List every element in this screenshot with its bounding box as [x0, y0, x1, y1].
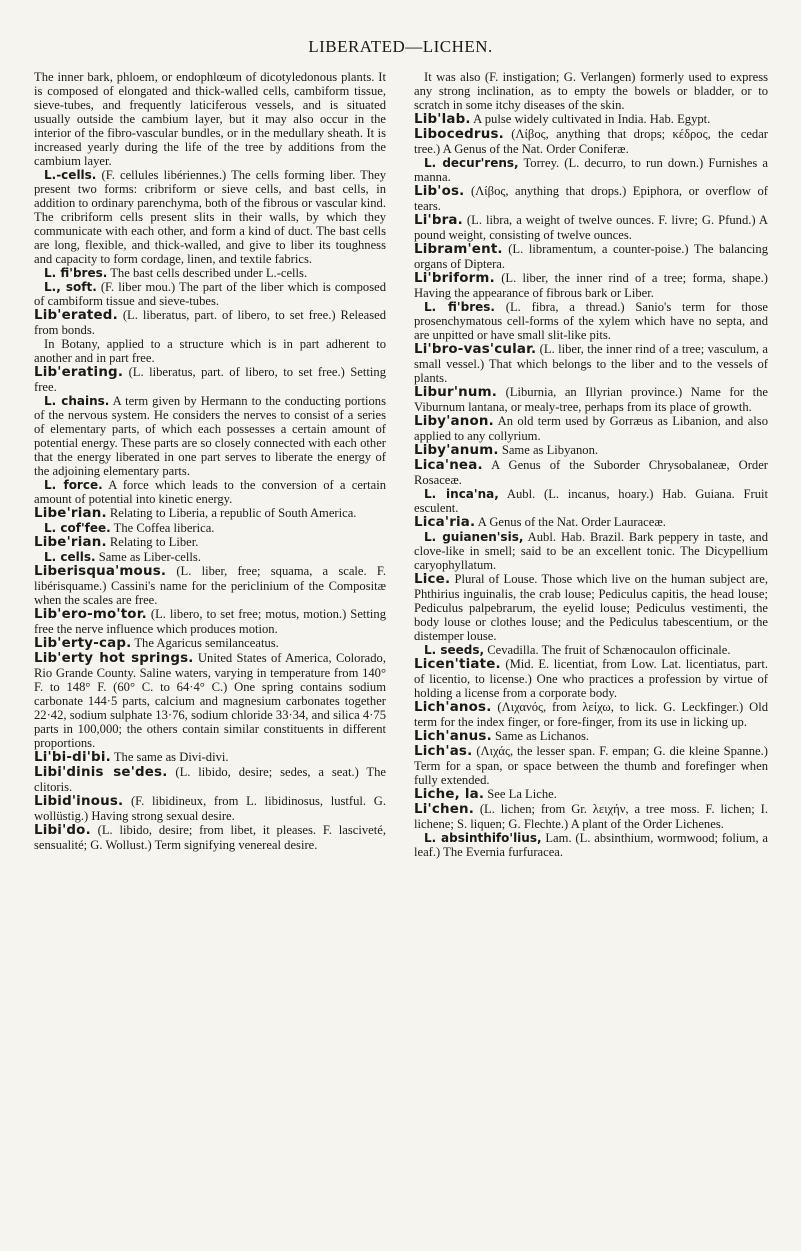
dictionary-entry — [34, 607, 386, 636]
dictionary-entry — [414, 156, 768, 184]
entry-text: Aubl. (L. incanus, hoary.) Hab. Guiana. Fruit esculent. — [414, 487, 769, 515]
dictionary-entry — [34, 550, 386, 564]
dictionary-entry — [34, 651, 386, 750]
entry-text: A Genus of the Nat. Order Lauraceæ. — [475, 515, 666, 529]
dictionary-entry — [34, 168, 386, 266]
entry-text: Aubl. Hab. Brazil. Bark peppery in taste, and clove-like in smell; said to be an excellent tonic. The Dicypellium caryophyllatum. — [414, 530, 769, 572]
dictionary-entry — [34, 506, 386, 521]
dictionary-entry — [414, 744, 768, 787]
dictionary-entry — [414, 700, 768, 729]
entry-headword: Liche, la. — [414, 787, 485, 802]
entry-headword: Lich'anus. — [414, 729, 492, 744]
entry-headword: Libi'dinis se'des. — [34, 765, 168, 780]
entry-text: It was also (F. instigation; G. Verlangen) formerly used to express any strong inclination, as to empty the bowels or bladder, or to scratch in some itchy diseases of the skin. — [414, 70, 768, 112]
subentry-headword: L. inca'na, — [424, 487, 499, 501]
dictionary-entry — [414, 70, 768, 112]
entry-text: (Mid. E. licentiat, from Low. Lat. licentiatus, part. of licentio, to license.) One who practices a profession by virtue of holding a license from a corporate body. — [414, 657, 768, 700]
entry-headword: Lib'os. — [414, 184, 465, 199]
entry-text: (L. fibra, a thread.) Sanio's term for those prosenchymatous cell-forms of the xylem which have no septa, and are unpitted or have small slit-like pits. — [414, 300, 768, 342]
dictionary-entry — [414, 443, 768, 458]
entry-headword: Lib'lab. — [414, 112, 471, 127]
dictionary-entry — [414, 242, 768, 271]
entry-headword: Lica'ria. — [414, 515, 476, 530]
entry-text: (L. libido, desire; sedes, a seat.) The clitoris. — [34, 765, 387, 794]
entry-text: Relating to Liber. — [106, 535, 199, 549]
dictionary-entry — [414, 572, 768, 643]
entry-headword: Lib'erated. — [34, 308, 118, 323]
dictionary-entry — [414, 831, 768, 859]
entry-text: United States of America, Colorado, Rio Grande County. Saline waters, varying in temperature from 140° F. to 148° F. (60° C. to 64·4° C.) One spring contains sodium carbonate 144·5 parts, calcium and magnesium carbonates together 22·42, sodium sulphate 13·76, sodium chloride 33·34, and silica 4·75 parts in 100,000; the others contain similar constituents in different proportions. — [34, 651, 386, 750]
entry-text: (F. libidineux, from L. libidinosus, lustful. G. wollüstig.) Having strong sexual desire. — [34, 794, 386, 823]
entry-headword: Liby'anum. — [414, 443, 499, 458]
entry-headword: Liberisqua'mous. — [34, 564, 167, 579]
entry-headword: Libe'rian. — [34, 535, 107, 550]
dictionary-entry — [34, 308, 386, 337]
dictionary-entry — [414, 530, 768, 572]
entry-text: (Λιχανός, from λείχω, to lick. G. Leckfinger.) Old term for the index finger, or fore-finger, from its use in licking up. — [414, 700, 768, 729]
left-column — [34, 70, 386, 852]
dictionary-entry — [34, 266, 386, 280]
entry-headword: Li'bra. — [414, 213, 463, 228]
entry-text: (L. liberatus, part. of libero, to set free.) Released from bonds. — [34, 308, 386, 337]
entry-headword: Lib'ero-mo'tor. — [34, 607, 147, 622]
right-column — [414, 70, 768, 859]
entry-text: (L. libra, a weight of twelve ounces. F. livre; G. Pfund.) A pound weight, consisting of twelve ounces. — [414, 213, 768, 242]
dictionary-entry — [414, 112, 768, 127]
entry-headword: Libe'rian. — [34, 506, 107, 521]
subentry-headword: L.-cells. — [44, 168, 97, 182]
entry-text: (L. liberatus, part. of libero, to set free.) Setting free. — [34, 365, 386, 394]
dictionary-entry — [414, 458, 768, 487]
entry-text: (L. libramentum, a counter-poise.) The balancing organs of Diptera. — [414, 242, 768, 271]
entry-text: (L. liber, the inner rind of a tree; vasculum, a small vessel.) That which belongs to the liber and to the vessels of plants. — [414, 342, 768, 385]
dictionary-entry — [414, 414, 768, 443]
entry-headword: Lice. — [414, 572, 451, 587]
entry-text: The bast cells described under L.-cells. — [107, 266, 308, 280]
entry-headword: Libid'inous. — [34, 794, 124, 809]
dictionary-entry — [414, 213, 768, 242]
entry-text: Lam. (L. absinthium, wormwood; folium, a leaf.) The Evernia furfuracea. — [414, 831, 768, 859]
dictionary-entry — [34, 794, 386, 823]
entry-text: A Genus of the Suborder Chrysobalaneæ, Order Rosaceæ. — [414, 458, 768, 487]
dictionary-entry — [34, 394, 386, 478]
entry-text: An old term used by Gorræus as Libanion, and also applied to any collyrium. — [414, 414, 768, 443]
dictionary-entry — [414, 487, 768, 515]
subentry-headword: L. fi'bres. — [424, 300, 495, 314]
entry-text: Cevadilla. The fruit of Schænocaulon officinale. — [484, 643, 731, 657]
entry-headword: Libocedrus. — [414, 127, 504, 142]
entry-headword: Liby'anon. — [414, 414, 494, 429]
subentry-headword: L., soft. — [44, 280, 97, 294]
dictionary-entry — [34, 564, 386, 607]
entry-text: (L. liber, free; squama, a scale. F. libérisquame.) Cassini's name for the periclinium of the Compositæ when the scales are free. — [34, 564, 386, 607]
entry-text: See La Liche. — [484, 787, 557, 801]
dictionary-entry — [414, 342, 768, 385]
dictionary-entry — [414, 787, 768, 802]
dictionary-entry — [34, 478, 386, 506]
entry-headword: Li'bro-vas'cular. — [414, 342, 537, 357]
dictionary-entry — [414, 729, 768, 744]
dictionary-entry — [414, 643, 768, 657]
dictionary-entry — [34, 70, 386, 168]
dictionary-entry — [34, 521, 386, 535]
entry-text: A term given by Hermann to the conducting portions of the nervous system. He considers the nerves to consist of a series of elementary parts, of which each possesses a certain amount of potential energy. These parts are so closely connected with each other that the energy liberated in one part serves to liberate the energy of the adjoining elementary parts. — [34, 394, 386, 478]
dictionary-entry — [414, 515, 768, 530]
entry-text: (L. libero, to set free; motus, motion.) Setting free the nerve influence which produces motion. — [34, 607, 386, 636]
dictionary-entry — [34, 636, 386, 651]
entry-headword: Licen'tiate. — [414, 657, 501, 672]
entry-text: Same as Liber-cells. — [95, 550, 201, 564]
entry-text: The Coffea liberica. — [110, 521, 215, 535]
entry-headword: Lich'anos. — [414, 700, 492, 715]
entry-text: The same as Divi-divi. — [110, 750, 229, 764]
dictionary-entry — [414, 802, 768, 831]
entry-text: (F. liber mou.) The part of the liber which is composed of cambiform tissue and sieve-tubes. — [34, 280, 386, 308]
entry-text: A pulse widely cultivated in India. Hab. Egypt. — [470, 112, 711, 126]
subentry-headword: L. decur'rens, — [424, 156, 519, 170]
entry-text: Torrey. (L. decurro, to run down.) Furnishes a manna. — [414, 156, 768, 184]
subentry-headword: L. absinthifo'lius, — [424, 831, 542, 845]
entry-headword: Lica'nea. — [414, 458, 483, 473]
entry-headword: Li'chen. — [414, 802, 474, 817]
dictionary-entry — [34, 765, 386, 794]
dictionary-entry — [34, 750, 386, 765]
dictionary-entry — [414, 385, 768, 414]
dictionary-entry — [34, 337, 386, 365]
entry-text: (Λίβος, anything that drops.) Epiphora, or overflow of tears. — [414, 184, 768, 213]
entry-text: A force which leads to the conversion of a certain amount of potential into kinetic energy. — [34, 478, 387, 506]
dictionary-entry — [34, 823, 386, 852]
entry-text: Relating to Liberia, a republic of South America. — [106, 506, 357, 520]
entry-headword: Lich'as. — [414, 744, 473, 759]
entry-text: (L. liber, the inner rind of a tree; forma, shape.) Having the appearance of fibrous bark or Liber. — [414, 271, 768, 300]
entry-text: Plural of Louse. Those which live on the human subject are, Phthirius inguinalis, the crab louse; Pediculus capitis, the head louse; Pediculus palpebrarum, the eyelid louse; Pediculus vestimenti, the body louse or clothes louse; and the Pediculus tabescentium, or the distemper louse. — [414, 572, 768, 643]
subentry-headword: L. cells. — [44, 550, 96, 564]
dictionary-entry — [34, 365, 386, 394]
running-head: LIBERATED—LICHEN. — [308, 37, 493, 56]
subentry-headword: L. seeds, — [424, 643, 485, 657]
entry-headword: Li'bi-di'bi. — [34, 750, 111, 765]
entry-headword: Li'briform. — [414, 271, 495, 286]
subentry-headword: L. cof'fee. — [44, 521, 111, 535]
entry-headword: Lib'erty hot springs. — [34, 651, 194, 666]
entry-text: (L. lichen; from Gr. λειχήν, a tree moss. F. lichen; I. lichene; S. liquen; G. Flechte.) A plant of the Order Lichenes. — [414, 802, 768, 831]
dictionary-entry — [414, 657, 768, 700]
subentry-headword: L. fi'bres. — [44, 266, 108, 280]
subentry-headword: L. force. — [44, 478, 103, 492]
entry-text: In Botany, applied to a structure which is in part adherent to another and in part free. — [34, 337, 386, 365]
entry-text: The Agaricus semilanceatus. — [131, 636, 279, 650]
dictionary-entry — [414, 127, 768, 156]
entry-text: Same as Lichanos. — [491, 729, 590, 743]
entry-text: (L. libido, desire; from libet, it pleases. F. lasciveté, sensualité; G. Wollust.) Term signifying venereal desire. — [34, 823, 386, 852]
entry-text: Same as Libyanon. — [498, 443, 599, 457]
entry-headword: Libi'do. — [34, 823, 91, 838]
entry-text: (Λιχάς, the lesser span. F. empan; G. die kleine Spanne.) Term for a span, or space between the thumb and forefinger when fully extended. — [414, 744, 768, 787]
entry-text: (Liburnia, an Illyrian province.) Name for the Viburnum lantana, or mealy-tree, perhaps from its place of growth. — [414, 385, 768, 414]
dictionary-entry — [414, 184, 768, 213]
entry-headword: Lib'erating. — [34, 365, 124, 380]
subentry-headword: L. guianen'sis, — [424, 530, 524, 544]
entry-text: The inner bark, phloem, or endophlœum of dicotyledonous plants. It is composed of elongated and thick-walled cells, cambiform tissue, sieve-tubes, and frequently laticiferous vessels, and is situated usually outside the cambium layer, but it may also occur in the interior of the fibro-vascular bundles, or in the medullary sheath. It is increased yearly during the life of the tree by additions from the cambium layer. — [34, 70, 386, 168]
dictionary-entry — [414, 271, 768, 300]
dictionary-entry — [414, 300, 768, 342]
entry-text: (Λίβος, anything that drops; κέδρος, the cedar tree.) A Genus of the Nat. Order Coniferæ. — [414, 127, 768, 156]
subentry-headword: L. chains. — [44, 394, 110, 408]
entry-headword: Lib'erty-cap. — [34, 636, 132, 651]
entry-text: (F. cellules libériennes.) The cells forming liber. They present two forms: cribriform or sieve cells, and bast cells, in addition to ordinary parenchyma, both of the fibrous or vascular kind. The cribriform cells present slits in their walls, by which they communicate with each other, and form a kind of duct. The bast cells are long, flexible, and thick-walled, and give to liber its toughness and capacity to form cordage, linen, and textile fabrics. — [34, 168, 386, 266]
entry-headword: Libur'num. — [414, 385, 498, 400]
dictionary-entry — [34, 280, 386, 308]
entry-headword: Libram'ent. — [414, 242, 503, 257]
dictionary-entry — [34, 535, 386, 550]
